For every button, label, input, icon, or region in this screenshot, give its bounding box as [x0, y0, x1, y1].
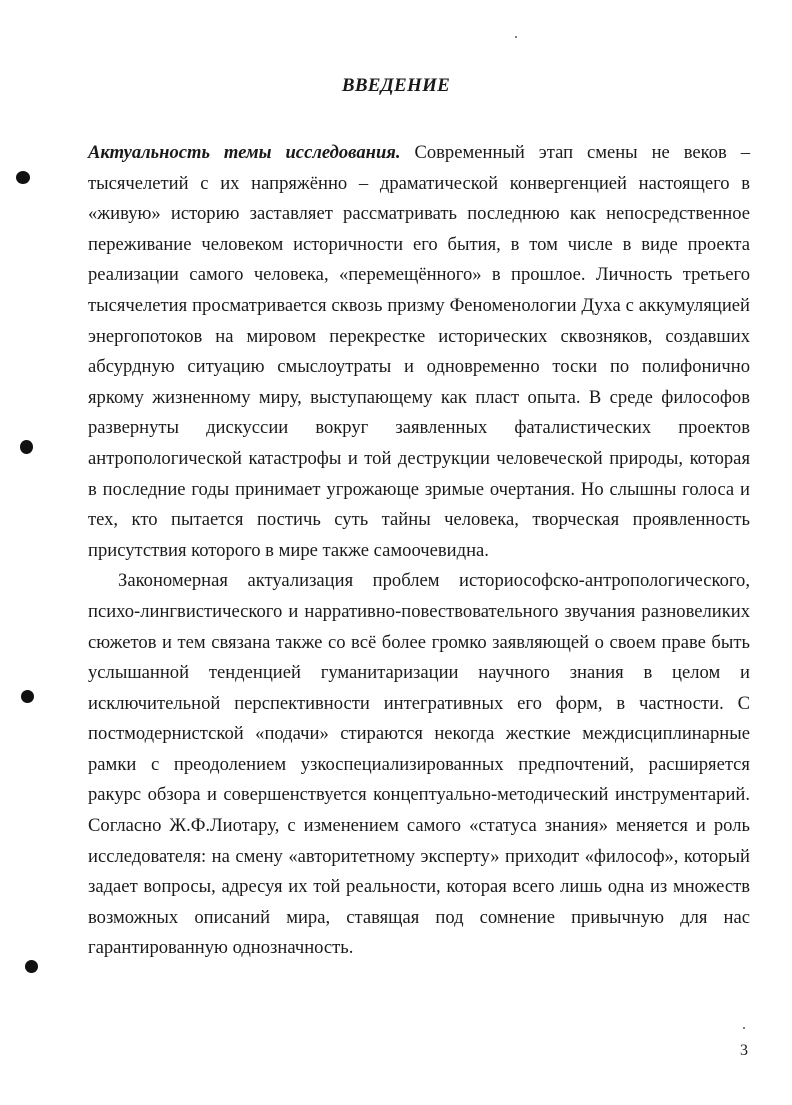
paragraph-1-text: Современный этап смены не веков – тысячелетий с их напряжённо – драматической конвергенцией настоящего в «живую» историю заставляет рассматривать последнюю как непосредственное переживание человеком историчности его бытия, в том числе в виде проекта реализации самого человека, «перемещённого» в прошлое. Личность третьего тысячелетия просматривается сквозь призму Феноменологии Духа с аккумуляцией энергопотоков на мировом перекрестке исторических сквозняков, создавших абсурдную ситуацию смыслоутраты и одновременно тоски по полифонично яркому жизненному миру, выступающему как пласт опыта. В среде философов развернуты дискуссии вокруг заявленных фаталистических проектов антропологической катастрофы и той деструкции человеческой природы, которая в последние годы принимает угрожающе зримые очертания. Но слышны голоса и тех, кто пытается постичь суть тайны человека, творческая проявленность присутствия которого в мире также самоочевидна. — [88, 142, 750, 561]
punch-hole-mark — [16, 171, 30, 184]
punch-hole-mark — [21, 690, 34, 703]
page-title: ВВЕДЕНИЕ — [341, 75, 451, 96]
scan-speck — [743, 1027, 745, 1029]
page-number: 3 — [740, 1042, 748, 1059]
body-text — [88, 138, 750, 964]
paragraph-1-lead: Актуальность темы исследования. — [88, 142, 401, 163]
paragraph-1 — [88, 138, 750, 566]
paragraph-2-text: Закономерная актуализация проблем историософско-антропологического, психо-лингвистического и нарративно-повествовательного звучания разновеликих сюжетов и тем связана также со всё более громко заявляющей о своем праве быть услышанной тенденцией гуманитаризации научного знания в целом и исключительной перспективности интегративных его форм, в частности. С постмодернистской «подачи» стираются некогда жесткие междисциплинарные рамки с преодолением узкоспециализированных предпочтений, расширяется ракурс обзора и совершенствуется концептуально-методический инструментарий. Согласно Ж.Ф.Лиотару, с изменением самого «статуса знания» меняется и роль исследователя: на смену «авторитетному эксперту» приходит «философ», который задает вопросы, адресуя их той реальности, которая всего лишь одна из множеств возможных описаний мира, ставящая под сомнение привычную для нас гарантированную однозначность. — [88, 570, 750, 959]
punch-hole-mark — [25, 960, 38, 973]
paragraph-2 — [88, 566, 750, 964]
punch-hole-mark — [20, 440, 33, 454]
scan-speck — [515, 36, 517, 38]
